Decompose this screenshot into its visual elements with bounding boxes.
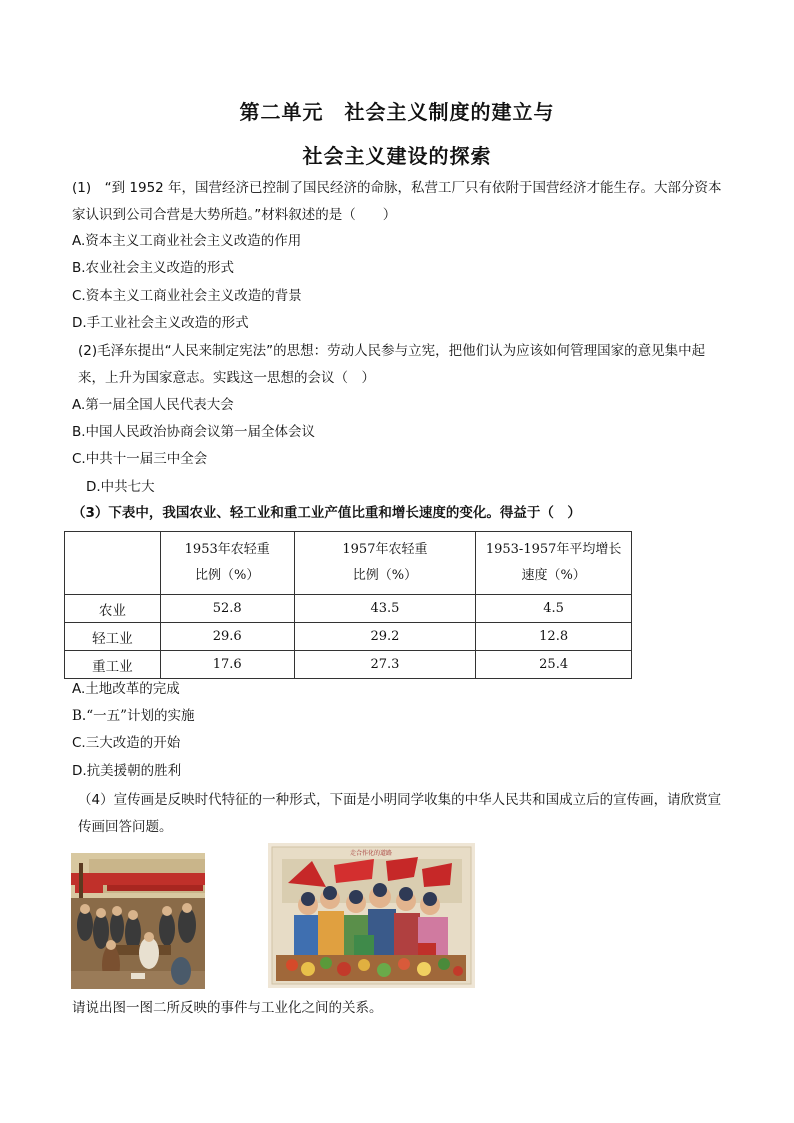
header-text: 1953年农轻重 <box>184 542 270 557</box>
question-2-option-c: C.中共十一届三中全会 <box>72 451 208 467</box>
table-cell: 29.2 <box>294 623 476 651</box>
question-3-option-c: C.三大改造的开始 <box>72 735 181 751</box>
propaganda-image-1 <box>71 853 205 989</box>
question-2-stem: (2)毛泽东提出“人民来制定宪法”的思想：劳动人民参与立宪，把他们认为应该如何管理国家的意见集中起来，上升为国家意志。实践这一思想的会议（ ） <box>78 343 706 386</box>
question-3-option-b: B.“一五”计划的实施 <box>72 708 195 724</box>
table-cell: 12.8 <box>476 623 632 651</box>
header-text: 速度（%） <box>521 568 586 583</box>
table-row <box>65 623 632 651</box>
propaganda-image-2 <box>268 843 475 988</box>
table-header-growth-rate <box>476 532 632 595</box>
question-1-option-c: C.资本主义工商业社会主义改造的背景 <box>72 288 302 304</box>
header-text: 1957年农轻重 <box>342 542 428 557</box>
table-header-1957-ratio <box>294 532 476 595</box>
poster-caption: 走合作化的道路 <box>349 850 393 857</box>
question-2-option-d: D.中共七大 <box>86 479 155 495</box>
question-3-stem: （3）下表中，我国农业、轻工业和重工业产值比重和增长速度的变化。得益于（ ） <box>72 505 581 521</box>
production-table <box>64 531 632 679</box>
header-text: 比例（%） <box>352 568 418 583</box>
table-cell: 43.5 <box>294 595 476 623</box>
table-cell: 4.5 <box>476 595 632 623</box>
page-title-line1: 第二单元 社会主义制度的建立与 <box>239 100 555 124</box>
table-row <box>65 595 632 623</box>
table-header-1953-ratio <box>160 532 294 595</box>
question-4-stem: （4）宣传画是反映时代特征的一种形式，下面是小明同学收集的中华人民共和国成立后的宣传画，请欣赏宣传画回答问题。 <box>78 792 722 835</box>
question-3-option-d: D.抗美援朝的胜利 <box>72 763 182 779</box>
table-cell: 27.3 <box>294 651 476 679</box>
table-header-empty <box>65 532 161 595</box>
table-cell-label: 农业 <box>65 595 161 623</box>
question-1-option-a: A.资本主义工商业社会主义改造的作用 <box>72 233 302 249</box>
table-cell-label: 轻工业 <box>65 623 161 651</box>
table-header-row <box>65 532 632 595</box>
header-text: 比例（%） <box>195 568 260 583</box>
question-1-option-b: B.农业社会主义改造的形式 <box>72 260 235 276</box>
question-4-prompt: 请说出图一图二所反映的事件与工业化之间的关系。 <box>72 1000 383 1016</box>
question-1-option-d: D.手工业社会主义改造的形式 <box>72 315 249 331</box>
table-cell: 17.6 <box>160 651 294 679</box>
question-3-option-a: A.土地改革的完成 <box>72 681 180 697</box>
table-cell: 25.4 <box>476 651 632 679</box>
question-2-option-a: A.第一届全国人民代表大会 <box>72 397 234 413</box>
table-cell: 29.6 <box>160 623 294 651</box>
table-cell-label: 重工业 <box>65 651 161 679</box>
table-cell: 52.8 <box>160 595 294 623</box>
question-2-option-b: B.中国人民政治协商会议第一届全体会议 <box>72 424 316 440</box>
table-row <box>65 651 632 679</box>
question-1-stem: (1) “到 1952 年，国营经济已控制了国民经济的命脉，私营工厂只有依附于国营经济才能生存。大部分资本家认识到公司合营是大势所趋。”材料叙述的是（ ） <box>72 180 722 223</box>
page-title-line2: 社会主义建设的探索 <box>302 144 492 168</box>
header-text: 1953-1957年平均增长 <box>485 542 622 557</box>
